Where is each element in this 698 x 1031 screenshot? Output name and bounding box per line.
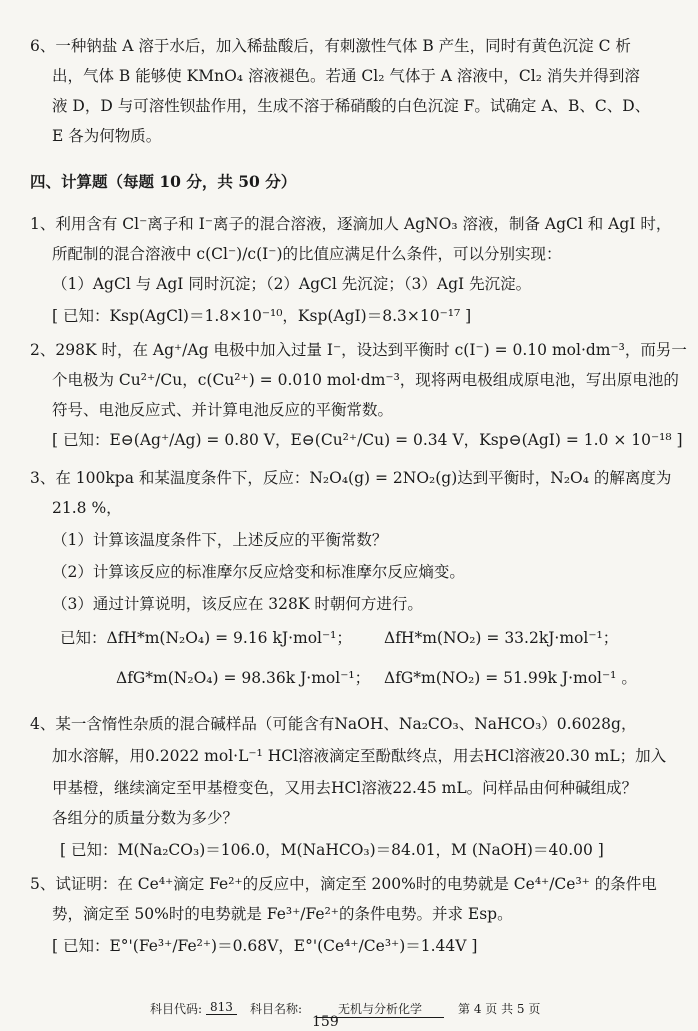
q1-known: [ 已知：Ksp(AgCl)＝1.8×10⁻¹⁰，Ksp(AgI)＝8.3×10⁻¹⁷ ] (52, 307, 472, 325)
q2-line-3: 符号、电池反应式、并计算电池反应的平衡常数。 (52, 401, 394, 419)
q1-line-2: 所配制的混合溶液中 c(Cl⁻)/c(I⁻)的比值应满足什么条件，可以分别实现： (52, 245, 562, 263)
q5-line-1: 5、试证明：在 Ce⁴⁺滴定 Fe²⁺的反应中，滴定至 200%时的电势就是 Ce⁴⁺/Ce³⁺ 的条件电 (30, 875, 657, 893)
q4-line-1: 4、某一含惰性杂质的混合碱样品（可能含有NaOH、Na₂CO₃、NaHCO₃）0.6028g， (30, 715, 637, 733)
q4-line-3: 甲基橙，继续滴定至甲基橙变色，又用去HCl溶液22.45 mL。问样品由何种碱组成？ (52, 779, 638, 797)
q5-known: [ 已知：E°'(Fe³⁺/Fe²⁺)＝0.68V，E°'(Ce⁴⁺/Ce³⁺)＝1.44V ] (52, 937, 478, 955)
q3-line-1: 3、在 100kpa 和某温度条件下，反应：N₂O₄(g) = 2NO₂(g)达到平衡时，N₂O₄ 的解离度为 (30, 469, 672, 487)
q2-line-2: 个电极为 Cu²⁺/Cu，c(Cu²⁺) = 0.010 mol·dm⁻³，现将两电极组成原电池，写出原电池的 (52, 371, 679, 389)
page-number: 159 (312, 1014, 339, 1030)
q3-line-5: （3）通过计算说明，该反应在 328K 时朝何方进行。 (52, 595, 423, 613)
q4-line-2: 加水溶解，用0.2022 mol·L⁻¹ HCl溶液滴定至酚酞终点，用去HCl溶液20.30 mL；加入 (52, 747, 667, 765)
q5-line-2: 势，滴定至 50%时的电势就是 Fe³⁺/Fe²⁺的条件电势。并求 Esp。 (52, 905, 513, 923)
q2-line-1: 2、298K 时，在 Ag⁺/Ag 电极中加入过量 I⁻，设达到平衡时 c(I⁻) = 0.10 mol·dm⁻³，而另一 (30, 341, 687, 359)
q4-line-4: 各组分的质量分数为多少？ (52, 809, 239, 827)
q3-known-4: ΔfG*m(NO₂) = 51.99k J·mol⁻¹ 。 (384, 669, 637, 687)
q3-known-3: ΔfG*m(N₂O₄) = 98.36k J·mol⁻¹； (116, 669, 371, 687)
q6-line-2: 出，气体 B 能够使 KMnO₄ 溶液褪色。若通 Cl₂ 气体于 A 溶液中，Cl₂ 消失并得到溶 (52, 67, 640, 85)
page-info: 第 4 页 共 5 页 (458, 1002, 541, 1016)
q6-line-3: 液 D，D 与可溶性钡盐作用，生成不溶于稀硝酸的白色沉淀 F。试确定 A、B、C、D、 (52, 97, 651, 115)
q4-known: [ 已知：M(Na₂CO₃)＝106.0，M(NaHCO₃)＝84.01，M (NaOH)＝40.00 ] (60, 841, 604, 859)
q3-known-2: ΔfH*m(NO₂) = 33.2kJ·mol⁻¹； (384, 629, 619, 647)
section-heading: 四、计算题（每题 10 分，共 50 分） (30, 172, 297, 191)
q3-line-3: （1）计算该温度条件下，上述反应的平衡常数？ (52, 531, 388, 549)
subject-name: 无机与分析化学 (316, 1000, 444, 1018)
subject-code: 813 (206, 1000, 237, 1015)
q3-line-4: （2）计算该反应的标准摩尔反应焓变和标准摩尔反应熵变。 (52, 563, 465, 581)
q6-line-4: E 各为何物质。 (52, 127, 162, 145)
q6-line-1: 6、一种钠盐 A 溶于水后，加入稀盐酸后，有刺激性气体 B 产生，同时有黄色沉淀 C 析 (30, 37, 631, 55)
subject-code-label: 科目代码: (150, 1002, 203, 1016)
subject-name-label: 科目名称: (250, 1002, 303, 1016)
q2-known: [ 已知：E⊖(Ag⁺/Ag) = 0.80 V，E⊖(Cu²⁺/Cu) = 0.34 V，Ksp⊖(AgI) = 1.0 × 10⁻¹⁸ ] (52, 431, 683, 449)
q1-line-1: 1、利用含有 Cl⁻离子和 I⁻离子的混合溶液，逐滴加人 AgNO₃ 溶液，制备 AgCl 和 AgI 时， (30, 215, 672, 233)
q3-line-2: 21.8 %， (52, 499, 122, 517)
q1-line-3: （1）AgCl 与 AgI 同时沉淀；（2）AgCl 先沉淀；（3）AgI 先沉淀。 (52, 275, 532, 293)
q3-known-1: 已知：ΔfH*m(N₂O₄) = 9.16 kJ·mol⁻¹； (60, 629, 352, 647)
